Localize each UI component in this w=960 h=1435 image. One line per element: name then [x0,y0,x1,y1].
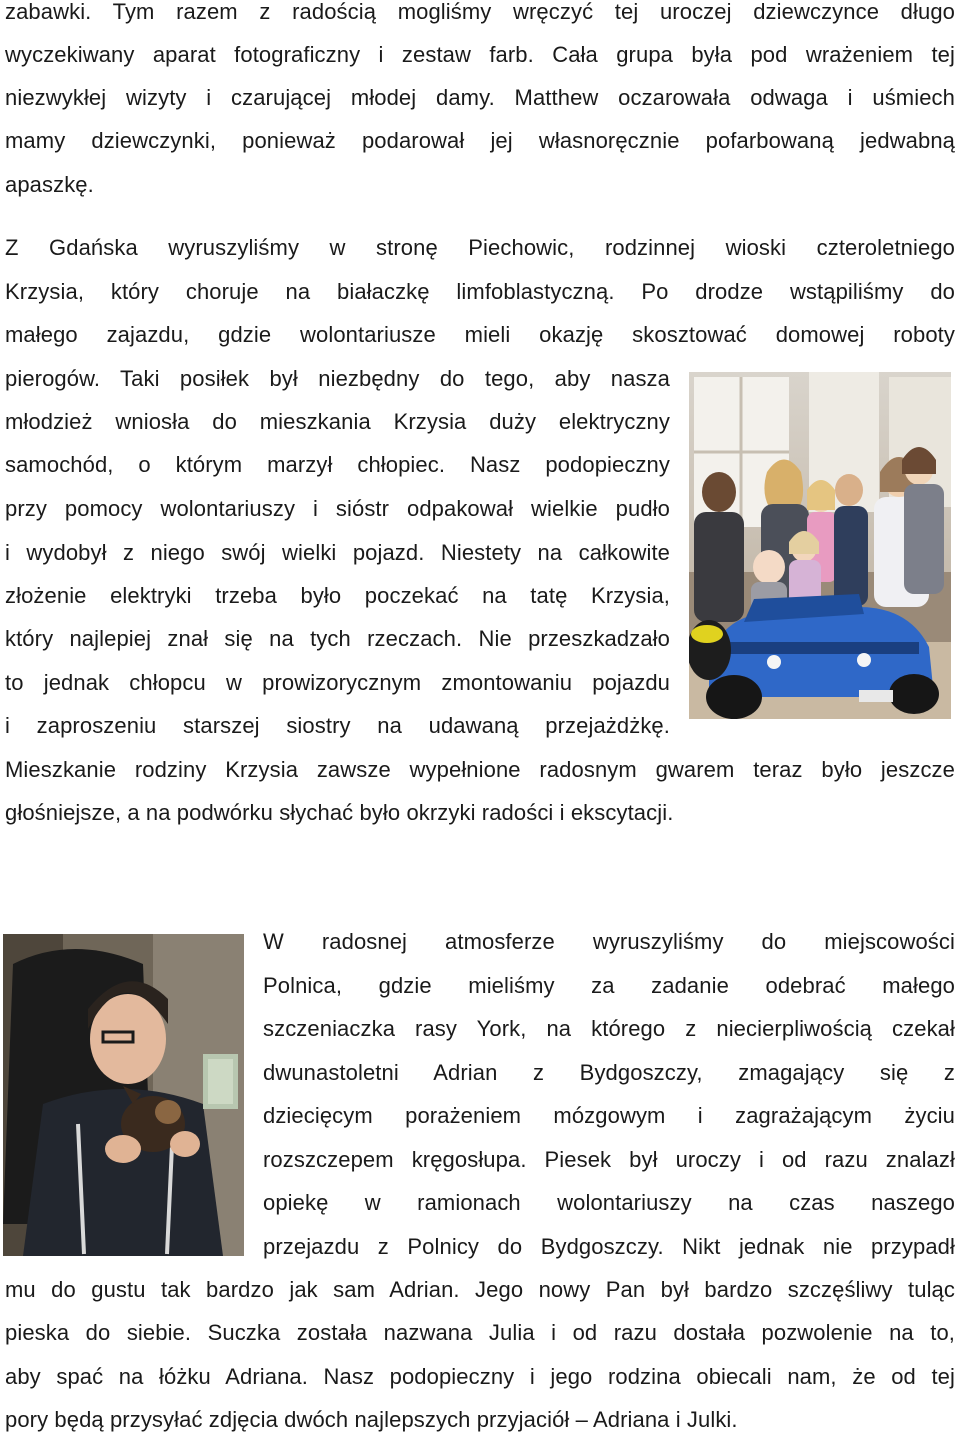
text-line: W radosnej atmosferze wyruszyliśmy do miejscowości [263,929,955,954]
boy-with-puppy-photo [3,934,244,1256]
text-line: zabawki. Tym razem z radością mogliśmy wręczyć tej uroczej dziewczynce długo [5,0,955,24]
text-line: wyczekiwany aparat fotograficzny i zestaw farb. Cała grupa była pod wrażeniem tej [5,42,955,67]
text-line: złożenie elektryki trzeba było poczekać na tatę Krzysia, [5,583,670,608]
text-line: przy pomocy wolontariuszy i sióstr odpakował wielkie pudło [5,496,670,521]
text-line: który najlepiej znał się na tych rzeczach. Nie przeszkadzało [5,626,670,651]
text-line: Mieszkanie rodziny Krzysia zawsze wypełnione radosnym gwarem teraz było jeszcze [5,757,955,782]
group-photo-electric-car [689,372,951,719]
text-line: Z Gdańska wyruszyliśmy w stronę Piechowic, rodzinnej wioski czteroletniego [5,235,955,260]
text-line: dziecięcym porażeniem mózgowym i zagrażającym życiu [263,1103,955,1128]
text-line: głośniejsze, a na podwórku słychać było okrzyki radości i ekscytacji. [5,800,674,825]
text-line: mamy dziewczynki, ponieważ podarował jej własnoręcznie pofarbowaną jedwabną [5,128,955,153]
text-line: Krzysia, który choruje na białaczkę limfoblastyczną. Po drodze wstąpiliśmy do [5,279,955,304]
text-line: rozszczepem kręgosłupa. Piesek był uroczy i od razu znalazł [263,1147,955,1172]
text-line: pory będą przysyłać zdjęcia dwóch najlepszych przyjaciół – Adriana i Julki. [5,1407,738,1432]
text-line: niezwykłej wizyty i czarującej młodej damy. Matthew oczarowała odwaga i uśmiech [5,85,955,110]
text-line: przejazdu z Polnicy do Bydgoszczy. Nikt jednak nie przypadł [263,1234,955,1259]
text-line: małego zajazdu, gdzie wolontariusze mieli okazję skosztować domowej roboty [5,322,955,347]
text-line: to jednak chłopcu w prowizorycznym zmontowaniu pojazdu [5,670,670,695]
text-line: aby spać na łóżku Adriana. Nasz podopieczny i jego rodzina obiecali nam, że od tej [5,1364,955,1389]
text-line: dwunastoletni Adrian z Bydgoszczy, zmagający się z [263,1060,955,1085]
text-line: pieska do siebie. Suczka została nazwana Julia i od razu dostała pozwolenie na to, [5,1320,955,1345]
text-line: i zaproszeniu starszej siostry na udawaną przejażdżkę. [5,713,670,738]
text-line: młodzież wniosła do mieszkania Krzysia duży elektryczny [5,409,670,434]
text-line: mu do gustu tak bardzo jak sam Adrian. Jego nowy Pan był bardzo szczęśliwy tuląc [5,1277,955,1302]
text-line: i wydobył z niego swój wielki pojazd. Niestety na całkowite [5,540,670,565]
text-line: pierogów. Taki posiłek był niezbędny do tego, aby nasza [5,366,670,391]
text-line: szczeniaczka rasy York, na którego z niecierpliwością czekał [263,1016,955,1041]
text-line: opiekę w ramionach wolontariuszy na czas naszego [263,1190,955,1215]
text-line: apaszkę. [5,172,94,197]
text-line: samochód, o którym marzył chłopiec. Nasz podopieczny [5,452,670,477]
text-line: Polnica, gdzie mieliśmy za zadanie odebrać małego [263,973,955,998]
